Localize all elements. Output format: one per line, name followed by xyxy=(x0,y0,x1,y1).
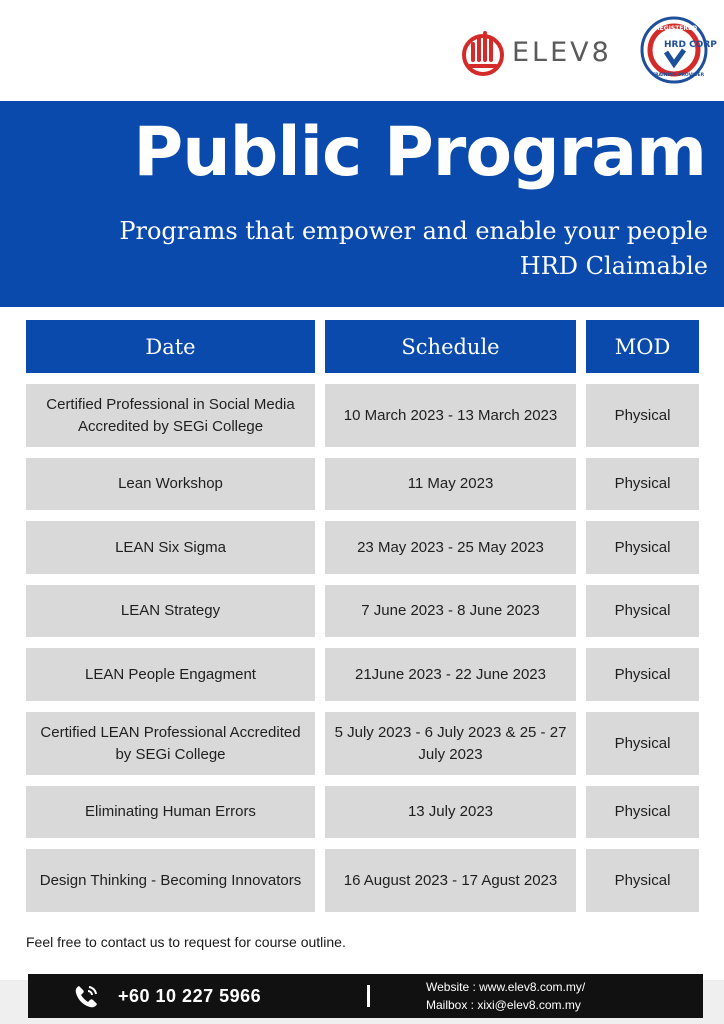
contact-footer-bar xyxy=(28,974,703,1018)
badge-hrd-text: HRD CORP xyxy=(664,40,717,50)
row-5-mod: Physical xyxy=(586,648,699,701)
header-mod: MOD xyxy=(586,320,699,373)
row-2-date: Lean Workshop xyxy=(26,458,315,510)
subtitle-line-2: HRD Claimable xyxy=(519,252,708,280)
row-7-mod: Physical xyxy=(586,786,699,838)
phone-icon xyxy=(72,983,100,1011)
row-7-schedule: 13 July 2023 xyxy=(325,786,576,838)
banner-subtitle xyxy=(119,214,708,284)
elev8-logo-text: ELEV8 xyxy=(512,36,612,68)
row-3-date: LEAN Six Sigma xyxy=(26,521,315,574)
contact-footnote: Feel free to contact us to request for course outline. xyxy=(26,934,346,950)
row-7-date: Eliminating Human Errors xyxy=(26,786,315,838)
row-8-mod: Physical xyxy=(586,849,699,912)
phone-number[interactable]: +60 10 227 5966 xyxy=(118,986,262,1006)
row-4-mod: Physical xyxy=(586,585,699,637)
hrd-corp-registered-badge-icon xyxy=(640,16,717,84)
row-6-date: Certified LEAN Professional Accredited by SEGi College xyxy=(26,712,315,775)
row-1-schedule: 10 March 2023 - 13 March 2023 xyxy=(325,384,576,447)
badge-top-text: REGISTERED xyxy=(655,25,698,32)
mailbox-link[interactable]: Mailbox : xixi@elev8.com.my xyxy=(426,998,581,1012)
row-2-schedule: 11 May 2023 xyxy=(325,458,576,510)
header-date: Date xyxy=(26,320,315,373)
hero-banner xyxy=(0,101,724,307)
row-6-schedule: 5 July 2023 - 6 July 2023 & 25 - 27 July 2023 xyxy=(325,712,576,775)
header-schedule: Schedule xyxy=(325,320,576,373)
row-5-date: LEAN People Engagment xyxy=(26,648,315,701)
footer-divider xyxy=(367,985,370,1007)
contact-lines xyxy=(426,978,585,1014)
row-1-mod: Physical xyxy=(586,384,699,447)
row-8-date: Design Thinking - Becoming Innovators xyxy=(26,849,315,912)
page-title: Public Program xyxy=(133,113,706,192)
elev8-logo-mark-icon xyxy=(462,28,504,76)
row-6-mod: Physical xyxy=(586,712,699,775)
row-5-schedule: 21June 2023 - 22 June 2023 xyxy=(325,648,576,701)
row-8-schedule: 16 August 2023 - 17 Agust 2023 xyxy=(325,849,576,912)
badge-bottom-text: TRAINING PROVIDER xyxy=(652,73,705,78)
row-3-mod: Physical xyxy=(586,521,699,574)
subtitle-line-1: Programs that empower and enable your people xyxy=(119,217,708,245)
row-1-date: Certified Professional in Social Media Accredited by SEGi College xyxy=(26,384,315,447)
row-4-date: LEAN Strategy xyxy=(26,585,315,637)
row-3-schedule: 23 May 2023 - 25 May 2023 xyxy=(325,521,576,574)
website-link[interactable]: Website : www.elev8.com.my/ xyxy=(426,980,586,994)
row-2-mod: Physical xyxy=(586,458,699,510)
elev8-logo xyxy=(462,26,612,78)
row-4-schedule: 7 June 2023 - 8 June 2023 xyxy=(325,585,576,637)
